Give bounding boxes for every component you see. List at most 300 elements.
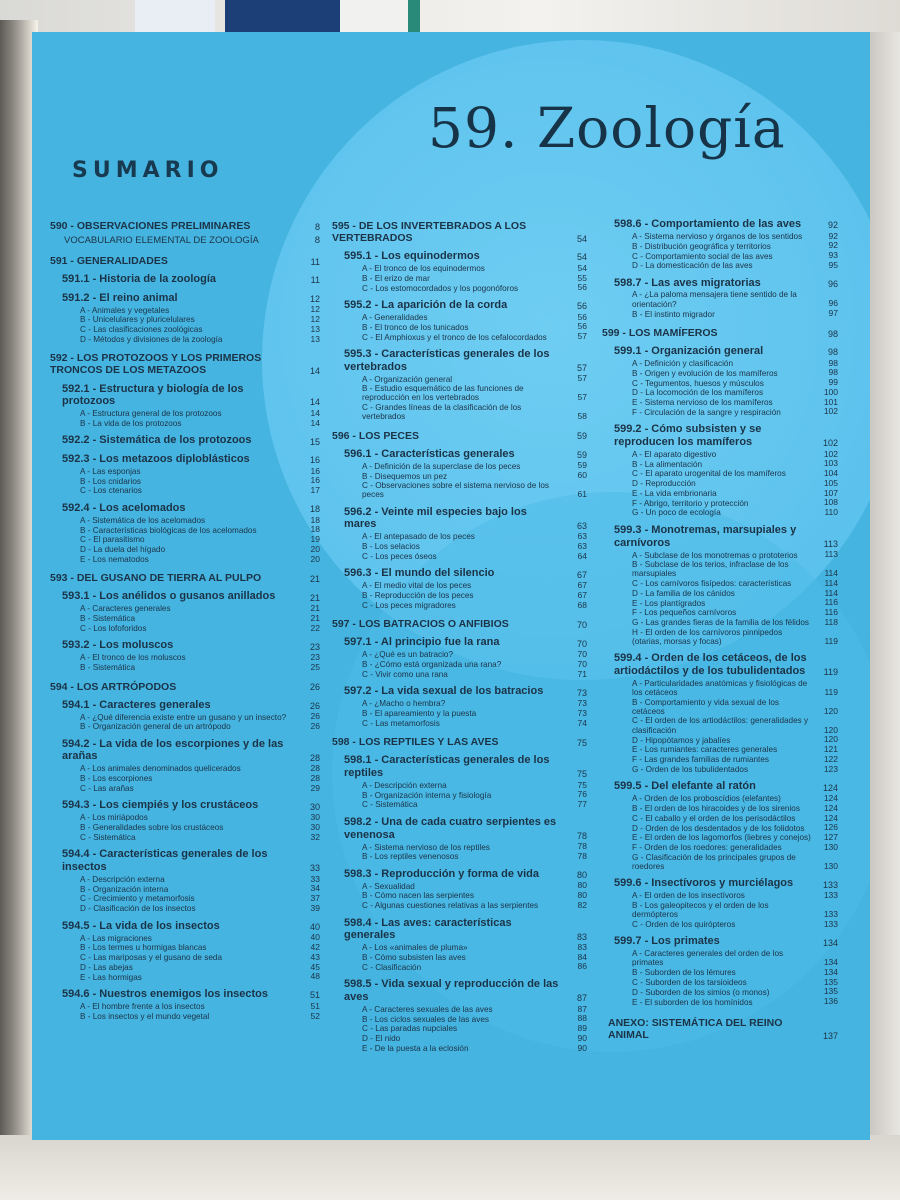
toc-entry-label: 598.5 - Vida sexual y reproducción de las aves — [344, 978, 559, 1003]
toc-entry — [50, 335, 320, 345]
toc-entry-page: 114 — [824, 568, 838, 579]
toc-entry-label: B - Cómo subsisten las aves — [362, 953, 466, 963]
toc-entry-label: C - Las mariposas y el gusano de seda — [80, 953, 222, 963]
toc-entry — [332, 313, 587, 323]
toc-entry-label: D - Hipopótamos y jabalíes — [632, 735, 731, 745]
toc-entry-page: 135 — [823, 976, 838, 987]
toc-entry-page: 82 — [577, 899, 587, 910]
toc-entry-label: 591 - GENERALIDADES — [50, 254, 168, 267]
toc-entry-page: 120 — [823, 734, 838, 745]
toc-entry — [602, 755, 838, 765]
toc-entry-label: 593 - DEL GUSANO DE TIERRA AL PULPO — [50, 572, 262, 585]
toc-entry-label: E - Los nematodos — [80, 554, 149, 564]
toc-entry-label: C - Tegumentos, huesos y músculos — [632, 378, 764, 388]
toc-entry-label: C - Los peces óseos — [362, 551, 437, 561]
toc-entry-page: 76 — [577, 789, 587, 800]
toc-entry — [602, 978, 838, 988]
toc-entry-page: 34 — [310, 883, 320, 894]
toc-entry-label: B - Sistemática — [80, 663, 136, 673]
toc-entry-page: 75 — [577, 779, 587, 790]
toc-entry-page: 56 — [577, 321, 587, 332]
toc-entry-label: D - Orden de los desdentados y de los folidotos — [632, 823, 805, 833]
toc-entry-page: 96 — [828, 298, 838, 309]
toc-entry-page: 40 — [310, 932, 320, 943]
toc-entry-page: 16 — [310, 465, 320, 476]
toc-entry-label: E - Las hormigas — [80, 972, 142, 982]
toc-entry — [332, 552, 587, 562]
toc-entry-page: 26 — [309, 700, 320, 711]
toc-entry-page: 116 — [824, 607, 838, 618]
toc-entry — [332, 1014, 587, 1024]
toc-entry — [332, 868, 587, 881]
toc-entry-page: 87 — [577, 1003, 587, 1014]
toc-entry — [602, 679, 838, 698]
toc-entry-label: G - Orden de los tubulidentados — [632, 764, 749, 774]
toc-entry-page: 40 — [309, 921, 320, 932]
toc-entry-label: 593.2 - Los moluscos — [62, 639, 174, 652]
toc-entry — [50, 712, 320, 722]
toc-entry-label: 596 - LOS PECES — [332, 429, 419, 442]
toc-entry-label: 596.1 - Características generales — [344, 447, 515, 460]
toc-entry-page: 71 — [577, 668, 587, 679]
toc-entry-page: 100 — [823, 386, 838, 397]
toc-entry-page: 90 — [577, 1042, 587, 1053]
toc-entry-label: B - Cómo nacen las serpientes — [362, 891, 474, 901]
toc-entry-page: 134 — [822, 937, 838, 948]
toc-entry — [332, 374, 587, 384]
toc-entry-label: A - El aparato digestivo — [632, 449, 717, 459]
toc-entry — [602, 290, 838, 309]
toc-entry — [332, 816, 587, 841]
toc-entry-page: 95 — [828, 259, 838, 270]
toc-entry — [332, 1024, 587, 1034]
toc-entry-label: A - Generalidades — [362, 313, 428, 323]
toc-entry — [602, 997, 838, 1007]
toc-entry — [332, 881, 587, 891]
toc-entry — [602, 359, 838, 369]
toc-entry-page: 12 — [309, 293, 320, 304]
toc-entry-page: 92 — [828, 230, 838, 241]
toc-entry-page: 73 — [577, 697, 587, 708]
toc-entry-label: C - Clasificación — [362, 962, 422, 972]
toc-entry-label: D - Las abejas — [80, 962, 133, 972]
toc-entry — [332, 581, 587, 591]
toc-entry — [602, 618, 838, 628]
toc-entry — [602, 745, 838, 755]
toc-entry — [50, 639, 320, 652]
toc-entry-page: 54 — [576, 252, 587, 263]
toc-entry-page: 86 — [577, 961, 587, 972]
toc-entry-label: 594.1 - Caracteres generales — [62, 698, 211, 711]
toc-entry-page: 20 — [310, 553, 320, 564]
toc-entry-label: A - ¿Qué diferencia existe entre un gusano y un insecto? — [80, 712, 287, 722]
toc-entry-label: 591.1 - Historia de la zoología — [62, 273, 217, 286]
toc-entry — [602, 901, 838, 920]
toc-entry-label: G - Un poco de ecología — [632, 508, 721, 518]
toc-entry-page: 133 — [823, 890, 838, 901]
toc-entry — [332, 670, 587, 680]
toc-entry — [602, 579, 838, 589]
toc-entry-page: 130 — [823, 860, 838, 871]
toc-entry — [332, 403, 587, 422]
toc-entry-label: A - Sistemática de los acelomados — [80, 515, 206, 525]
background-book — [408, 0, 420, 34]
toc-entry-page: 57 — [577, 392, 587, 403]
toc-entry-page: 12 — [310, 314, 320, 325]
toc-entry-page: 63 — [577, 540, 587, 551]
toc-entry-page: 87 — [576, 993, 587, 1004]
toc-entry-label: B - La vida de los protozoos — [80, 418, 182, 428]
toc-entry-label: A - Las migraciones — [80, 933, 152, 943]
toc-entry — [602, 398, 838, 408]
toc-entry — [50, 972, 320, 982]
toc-entry — [50, 419, 320, 429]
toc-entry-label: 599.2 - Cómo subsisten y se reproducen los mamíferos — [614, 423, 762, 448]
toc-entry-page: 126 — [823, 822, 838, 833]
toc-entry-page: 15 — [309, 436, 320, 447]
toc-entry-label: B - Los ciclos sexuales de las aves — [362, 1014, 489, 1024]
toc-entry — [602, 877, 838, 890]
toc-entry-page: 98 — [828, 357, 838, 368]
toc-entry-label: D - Clasificación de los insectos — [80, 904, 196, 914]
toc-entry — [602, 232, 838, 242]
toc-entry-page: 28 — [309, 752, 320, 763]
toc-entry-page: 33 — [310, 873, 320, 884]
toc-entry — [50, 502, 320, 515]
toc-entry — [50, 833, 320, 843]
toc-entry — [332, 471, 587, 481]
toc-entry — [50, 884, 320, 894]
toc-entry-label: G - Las grandes fieras de la familia de los félidos — [632, 618, 810, 628]
toc-entry — [50, 799, 320, 812]
toc-entry-page: 78 — [577, 841, 587, 852]
toc-entry-label: B - Los escorpiones — [80, 774, 153, 784]
toc-entry — [602, 833, 838, 843]
toc-entry-page: 60 — [577, 470, 587, 481]
toc-entry-label: C - Observaciones sobre el sistema nervioso de los peces — [362, 480, 550, 500]
toc-entry-page: 12 — [310, 304, 320, 315]
toc-entry-label: A - ¿Macho o hembra? — [362, 699, 446, 709]
toc-entry-page: 56 — [576, 301, 587, 312]
toc-entry — [332, 1044, 587, 1054]
toc-entry-page: 21 — [309, 592, 320, 603]
toc-entry-label: D - Métodos y divisiones de la zoología — [80, 334, 223, 344]
toc-entry — [332, 650, 587, 660]
toc-entry-page: 14 — [309, 397, 320, 408]
toc-entry-page: 43 — [310, 951, 320, 962]
toc-entry-page: 127 — [823, 832, 838, 843]
toc-entry-page: 67 — [577, 580, 587, 591]
toc-entry — [602, 309, 838, 319]
toc-entry-page: 97 — [828, 308, 838, 319]
toc-entry-label: C - Crecimiento y metamorfosis — [80, 894, 195, 904]
toc-entry-label: B - Comportamiento y vida sexual de los cetáceos — [632, 697, 779, 716]
toc-entry — [50, 305, 320, 315]
toc-entry — [50, 774, 320, 784]
toc-entry — [50, 516, 320, 526]
toc-entry-page: 16 — [310, 475, 320, 486]
toc-entry-page: 22 — [310, 622, 320, 633]
toc-entry-page: 20 — [310, 543, 320, 554]
toc-entry — [332, 384, 587, 403]
toc-entry-label: 592.2 - Sistemática de los protozoos — [62, 434, 252, 447]
toc-entry — [50, 920, 320, 933]
toc-entry-page: 89 — [577, 1023, 587, 1034]
toc-entry-label: C - Los ctenarios — [80, 486, 142, 496]
toc-entry-label: A - ¿Qué es un batracio? — [362, 650, 454, 660]
toc-entry — [50, 764, 320, 774]
toc-entry-page: 120 — [823, 705, 838, 716]
toc-entry-page: 59 — [576, 450, 587, 461]
toc-entry-label: 598.6 - Comportamiento de las aves — [614, 218, 802, 230]
toc-entry — [332, 274, 587, 284]
toc-entry — [602, 735, 838, 745]
toc-entry-page: 59 — [576, 431, 587, 442]
toc-entry-label: B - Organización interna y fisiología — [362, 790, 492, 800]
toc-entry — [50, 453, 320, 466]
toc-entry-label: E - Sistema nervioso de los mamíferos — [632, 398, 773, 408]
toc-entry-label: A - El hombre frente a los insectos — [80, 1002, 205, 1012]
toc-entry-page: 26 — [310, 711, 320, 722]
toc-entry — [50, 325, 320, 335]
toc-entry — [50, 572, 320, 584]
toc-entry — [50, 943, 320, 953]
toc-entry-page: 32 — [310, 831, 320, 842]
toc-entry — [602, 489, 838, 499]
toc-entry — [602, 598, 838, 608]
toc-entry-page: 30 — [310, 821, 320, 832]
toc-entry-page: 63 — [577, 531, 587, 542]
toc-entry-page: 84 — [577, 951, 587, 962]
toc-entry — [602, 935, 838, 948]
toc-entry-label: A - Caracteres generales — [80, 604, 171, 614]
toc-entry-label: F - Circulación de la sangre y respiración — [632, 407, 781, 417]
toc-entry-label: C - Sistemática — [80, 832, 136, 842]
page-edge — [868, 32, 900, 1142]
toc-entry — [50, 813, 320, 823]
toc-entry-page: 103 — [823, 458, 838, 469]
toc-entry-page: 78 — [577, 850, 587, 861]
toc-entry — [332, 481, 587, 500]
toc-entry-label: C - El orden de los artiodáctilos: generalidades y clasificación — [632, 716, 809, 735]
toc-entry — [332, 250, 587, 263]
toc-entry-label: D - La familia de los cánidos — [632, 588, 735, 598]
toc-entry-page: 70 — [576, 620, 587, 631]
toc-entry — [602, 498, 838, 508]
toc-entry — [602, 261, 838, 271]
toc-entry-page: 137 — [822, 1030, 838, 1041]
toc-entry-label: C - Las clasificaciones zoológicas — [80, 325, 203, 335]
toc-entry-page: 28 — [310, 772, 320, 783]
toc-entry-label: D - La domesticación de las aves — [632, 261, 753, 271]
toc-entry-label: B - Disequemos un pez — [362, 471, 448, 481]
toc-entry — [50, 933, 320, 943]
toc-entry — [332, 962, 587, 972]
toc-entry-page: 68 — [577, 599, 587, 610]
toc-entry-page: 73 — [576, 687, 587, 698]
toc-entry-page: 99 — [828, 377, 838, 388]
background-book — [135, 0, 215, 36]
toc-entry-page: 30 — [310, 812, 320, 822]
toc-entry-label: 594.4 - Características generales de los insectos — [62, 848, 268, 873]
toc-entry — [602, 804, 838, 814]
toc-entry — [332, 461, 587, 471]
toc-entry — [602, 765, 838, 775]
toc-entry-label: B - El instinto migrador — [632, 309, 715, 319]
toc-entry — [332, 781, 587, 791]
toc-entry — [332, 790, 587, 800]
toc-entry-page: 70 — [577, 658, 587, 669]
toc-entry-label: 592.1 - Estructura y biología de los protozoos — [62, 382, 244, 408]
toc-entry-label: A - Los «animales de pluma» — [362, 943, 468, 953]
toc-entry-label: D - Reproducción — [632, 479, 696, 489]
toc-entry-page: 14 — [310, 417, 320, 428]
toc-entry — [332, 532, 587, 542]
toc-entry-label: A - El orden de los insectívoros — [632, 891, 745, 901]
toc-entry-label: 597.2 - La vida sexual de los batracios — [344, 685, 544, 698]
toc-entry-label: C - Las arañas — [80, 783, 134, 793]
toc-entry-page: 70 — [576, 638, 587, 649]
toc-entry-page: 37 — [310, 893, 320, 904]
toc-entry-label: 598 - LOS REPTILES Y LAS AVES — [332, 736, 499, 749]
toc-entry — [602, 479, 838, 489]
toc-entry-page: 83 — [576, 931, 587, 942]
toc-entry-page: 90 — [577, 1032, 587, 1043]
toc-entry-label: C - Sistemática — [362, 800, 418, 810]
toc-entry-page: 114 — [824, 577, 838, 588]
toc-entry — [50, 904, 320, 914]
toc-entry-page: 16 — [309, 455, 320, 466]
toc-entry-page: 136 — [823, 996, 838, 1007]
toc-entry-page: 83 — [577, 941, 587, 952]
toc-entry-page: 29 — [310, 782, 320, 793]
toc-entry-page: 13 — [310, 333, 320, 344]
toc-entry-label: 599 - LOS MAMÍFEROS — [602, 326, 718, 339]
toc-entry-page: 57 — [577, 373, 587, 384]
toc-entry-label: A - El medio vital de los peces — [362, 581, 472, 591]
toc-entry-label: A - Las esponjas — [80, 466, 141, 476]
toc-entry — [602, 853, 838, 872]
toc-entry-page: 51 — [309, 990, 320, 1001]
toc-entry-label: B - Los selacios — [362, 542, 420, 552]
toc-entry-label: A - Orden de los proboscídios (elefantes) — [632, 794, 781, 804]
toc-entry-page: 58 — [577, 410, 587, 421]
toc-entry-page: 56 — [577, 282, 587, 293]
toc-entry-page: 51 — [310, 1000, 320, 1011]
toc-entry-label: B - Organización general de un artrópodo — [80, 722, 231, 732]
toc-entry — [602, 794, 838, 804]
toc-entry-label: C - Suborden de los tarsioideos — [632, 978, 747, 988]
toc-entry-page: 21 — [310, 603, 320, 614]
toc-column-2 — [332, 212, 587, 1053]
toc-entry-label: 592 - LOS PROTOZOOS Y LOS PRIMEROS TRONCOS DE LOS METAZOOS — [50, 352, 262, 377]
chapter-title: 59. Zoología — [428, 96, 786, 160]
toc-entry — [50, 681, 320, 693]
toc-entry-label: 594.3 - Los ciempiés y los crustáceos — [62, 799, 259, 812]
toc-entry — [332, 660, 587, 670]
toc-entry-page: 130 — [823, 841, 838, 852]
toc-entry — [50, 614, 320, 624]
toc-entry-page: 21 — [309, 574, 320, 585]
toc-entry-label: C - Orden de los quirópteros — [632, 920, 736, 929]
toc-entry-label: C - Las metamorfosis — [362, 718, 440, 728]
toc-entry — [332, 709, 587, 719]
toc-entry — [50, 525, 320, 535]
toc-entry — [332, 636, 587, 649]
toc-entry-label: E - El orden de los lagomorfos (liebres y conejos) — [632, 833, 811, 843]
toc-entry-label: C - Los peces migradores — [362, 600, 456, 610]
toc-entry-page: 56 — [577, 311, 587, 322]
toc-entry-label: 595.1 - Los equinodermos — [344, 250, 480, 263]
toc-entry — [602, 378, 838, 388]
toc-entry-label: A - Descripción externa — [362, 780, 447, 790]
toc-entry — [332, 322, 587, 332]
toc-entry-label: 594.5 - La vida de los insectos — [62, 919, 220, 932]
toc-entry-page: 23 — [309, 641, 320, 652]
toc-entry — [50, 988, 320, 1001]
toc-entry-page: 75 — [576, 769, 587, 780]
toc-entry-label: A - Animales y vegetales — [80, 305, 170, 315]
toc-entry — [332, 852, 587, 862]
toc-entry-label: B - El erizo de mar — [362, 273, 430, 283]
toc-entry-label: C - El Amphioxus y el tronco de los cefalocordados — [362, 332, 547, 342]
toc-entry-label: B - Unicelulares y pluricelulares — [80, 315, 195, 325]
toc-entry-label: 593.1 - Los anélidos o gusanos anillados — [62, 590, 276, 603]
toc-entry — [332, 685, 587, 698]
toc-entry-label: 598.4 - Las aves: características generales — [344, 916, 512, 942]
toc-entry-label: B - Estudio esquemático de las funciones de reproducción en los vertebrados — [362, 384, 524, 403]
toc-entry-label: B - El orden de los hiracoides y de los sirenios — [632, 804, 800, 814]
toc-entry-page: 124 — [823, 792, 838, 803]
toc-entry-label: D - La duela del hígado — [80, 545, 166, 555]
toc-entry — [332, 891, 587, 901]
toc-entry-label: 595.3 - Características generales de los vertebrados — [344, 348, 550, 373]
toc-entry-label: B - Sistemática — [80, 614, 136, 624]
toc-entry — [50, 545, 320, 555]
toc-entry — [602, 698, 838, 717]
toc-entry-label: C - El caballo y el orden de los perisodáctilos — [632, 813, 796, 823]
toc-entry — [602, 968, 838, 978]
toc-entry-page: 19 — [310, 534, 320, 545]
toc-entry — [332, 283, 587, 293]
toc-entry — [332, 719, 587, 729]
toc-entry-page: 55 — [577, 272, 587, 283]
toc-entry-label: 599.3 - Monotremas, marsupiales y carnívoros — [614, 523, 797, 549]
toc-entry — [50, 236, 320, 247]
toc-entry — [602, 251, 838, 261]
toc-entry-page: 59 — [577, 460, 587, 471]
toc-entry — [602, 277, 838, 290]
toc-entry — [332, 430, 587, 442]
toc-entry — [602, 949, 838, 968]
toc-entry-page: 93 — [828, 250, 838, 261]
toc-entry — [602, 469, 838, 479]
toc-entry-label: B - Reproducción de los peces — [362, 591, 474, 601]
toc-entry-label: C - Algunas cuestiones relativas a las serpientes — [362, 901, 539, 911]
toc-entry-label: 596.3 - El mundo del silencio — [344, 567, 495, 580]
toc-entry — [602, 608, 838, 618]
toc-entry-label: 599.5 - Del elefante al ratón — [614, 780, 756, 793]
toc-entry-page: 118 — [824, 616, 838, 627]
toc-entry-page: 42 — [310, 942, 320, 953]
toc-entry — [602, 823, 838, 833]
toc-entry-page: 17 — [310, 485, 320, 496]
toc-entry-label: C - Vivir como una rana — [362, 669, 448, 679]
toc-entry-label: ANEXO: SISTEMÁTICA DEL REINO ANIMAL — [608, 1016, 783, 1042]
toc-entry — [50, 848, 320, 873]
toc-entry-page: 11 — [310, 256, 320, 267]
toc-entry-label: A - Caracteres generales del orden de los primates — [632, 949, 784, 968]
